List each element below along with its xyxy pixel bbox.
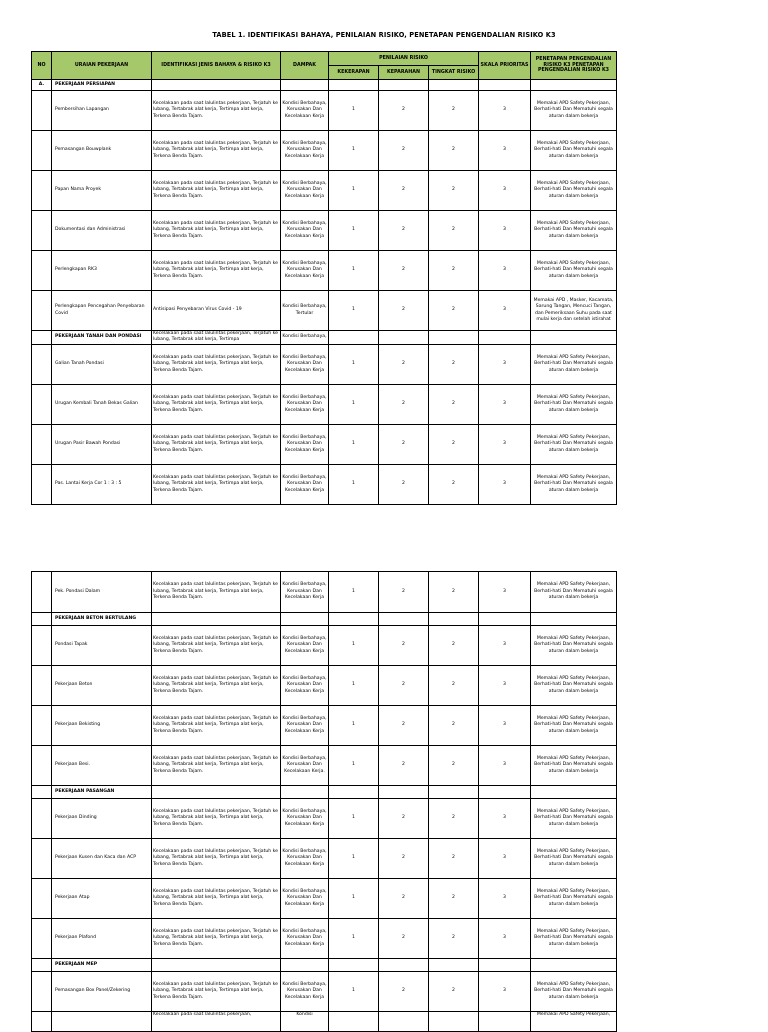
pengendalian-cell: Memakai APD Safety Pekerjaan, Berhati-hati Dan Mematuhi segala aturan dalam bekerja	[531, 464, 617, 504]
keparahan-cell: 2	[379, 839, 429, 879]
table-row	[32, 919, 617, 959]
tingkat-risiko-cell: 2	[429, 746, 479, 786]
keparahan-cell: 2	[379, 572, 429, 613]
skala-prioritas-cell: 3	[479, 91, 531, 131]
kekerapan-cell: 1	[329, 91, 379, 131]
keparahan-cell: 2	[379, 746, 429, 786]
identifikasi-cell: Kecelakaan pada saat lalulintas pekerjaan, Terjatuh ke lubang, Tertabrak alat kerja, Tertimpa alat kerja, Terkena Benda Tajam.	[152, 251, 281, 291]
table-title: TABEL 1. IDENTIFIKASI BAHAYA, PENILAIAN RISIKO, PENETAPAN PENGENDALIAN RISIKO K3	[212, 31, 556, 39]
tingkat-risiko-cell: 2	[429, 171, 479, 211]
keparahan-cell: 2	[379, 91, 429, 131]
skala-prioritas-cell: 3	[479, 746, 531, 786]
skala-prioritas-cell: 3	[479, 344, 531, 384]
row-number-cell	[32, 972, 52, 1012]
header-pengendalian: PENETAPAN PENGENDALIAN RISIKO K3 PENETAPAN PENGENDALIAN RISIKO K3	[531, 52, 617, 80]
risk-table-page-1	[31, 51, 617, 505]
kekerapan-cell: 1	[329, 291, 379, 331]
tingkat-risiko-cell: 2	[429, 972, 479, 1012]
identifikasi-cell: Kecelakaan pada saat lalulintas pekerjaan, Terjatuh ke lubang, Tertabrak alat kerja, Tertimpa alat kerja, Terkena Benda Tajam.	[152, 839, 281, 879]
section-title: PEKERJAAN PERSIAPAN	[52, 80, 152, 91]
skala-prioritas-cell: 3	[479, 666, 531, 706]
row-number-cell	[32, 344, 52, 384]
table-row	[32, 972, 617, 1012]
tingkat-risiko-cell: 2	[429, 291, 479, 331]
pengendalian-cell: Memakai APD Safety Pekerjaan, Berhati-hati Dan Mematuhi segala aturan dalam bekerja	[531, 344, 617, 384]
pengendalian-cell: Memakai APD Safety Pekerjaan, Berhati-hati Dan Mematuhi segala aturan dalam bekerja	[531, 799, 617, 839]
tingkat-risiko-cell: 2	[429, 464, 479, 504]
dampak-cell: Kondisi Berbahaya, Kerusakan Dan Kecelakaan Kerja	[281, 384, 329, 424]
keparahan-cell: 2	[379, 251, 429, 291]
keparahan-cell: 2	[379, 384, 429, 424]
identifikasi-cell: Kecelakaan pada saat lalulintas pekerjaan, Terjatuh ke lubang, Tertabrak alat kerja, Tertimpa	[152, 331, 281, 345]
table-row	[32, 879, 617, 919]
keparahan-cell: 2	[379, 344, 429, 384]
keparahan-cell: 2	[379, 171, 429, 211]
skala-prioritas-cell: 3	[479, 972, 531, 1012]
tingkat-risiko-cell: 2	[429, 919, 479, 959]
tingkat-risiko-cell: 2	[429, 879, 479, 919]
identifikasi-cell: Kecelakaan pada saat lalulintas pekerjaan, Terjatuh ke lubang, Tertabrak alat kerja, Tertimpa alat kerja, Terkena Benda Tajam.	[152, 91, 281, 131]
row-number-cell	[32, 839, 52, 879]
table-row	[32, 211, 617, 251]
section-title: PEKERJAAN BETON BERTULANG	[52, 613, 152, 626]
row-number-cell	[32, 291, 52, 331]
identifikasi-cell: Kecelakaan pada saat lalulintas pekerjaan, Terjatuh ke lubang, Tertabrak alat kerja, Tertimpa alat kerja, Terkena Benda Tajam.	[152, 706, 281, 746]
table-row	[32, 91, 617, 131]
row-number-cell	[32, 626, 52, 666]
table-row	[32, 626, 617, 666]
tingkat-risiko-cell: 2	[429, 626, 479, 666]
tingkat-risiko-cell: 2	[429, 424, 479, 464]
table-row	[32, 706, 617, 746]
identifikasi-cell: Kecelakaan pada saat lalulintas pekerjaan, Terjatuh ke lubang, Tertabrak alat kerja, Tertimpa alat kerja, Terkena Benda Tajam.	[152, 344, 281, 384]
row-number-cell	[32, 746, 52, 786]
pengendalian-cell: Memakai APD Safety Pekerjaan, Berhati-hati Dan Mematuhi segala aturan dalam bekerja	[531, 424, 617, 464]
table-row	[32, 424, 617, 464]
identifikasi-cell: Kecelakaan pada saat lalulintas pekerjaan, Terjatuh ke lubang, Tertabrak alat kerja, Tertimpa alat kerja, Terkena Benda Tajam.	[152, 424, 281, 464]
skala-prioritas-cell: 3	[479, 251, 531, 291]
dampak-cell: Kondisi Berbahaya, Kerusakan Dan Kecelakaan Kerja	[281, 251, 329, 291]
pengendalian-cell: Memakai APD Safety Pekerjaan, Berhati-hati Dan Mematuhi segala aturan dalam bekerja	[531, 706, 617, 746]
table-row	[32, 171, 617, 211]
header-identifikasi: IDENTIFIKASI JENIS BAHAYA & RISIKO K3	[152, 52, 281, 80]
skala-prioritas-cell: 3	[479, 799, 531, 839]
uraian-cell: Pekerjaan Besi.	[52, 746, 152, 786]
identifikasi-cell: Kecelakaan pada saat lalulintas pekerjaan, Terjatuh ke lubang, Tertabrak alat kerja, Tertimpa alat kerja, Terkena Benda Tajam.	[152, 464, 281, 504]
pengendalian-cell: Memakai APD Safety Pekerjaan, Berhati-hati Dan Mematuhi segala aturan dalam bekerja	[531, 919, 617, 959]
table-row	[32, 464, 617, 504]
identifikasi-cell: Kecelakaan pada saat lalulintas pekerjaan, Terjatuh ke lubang, Tertabrak alat kerja, Tertimpa alat kerja, Terkena Benda Tajam.	[152, 171, 281, 211]
identifikasi-cell: Kecelakaan pada saat lalulintas pekerjaan, Terjatuh ke lubang, Tertabrak alat kerja, Tertimpa alat kerja, Terkena Benda Tajam.	[152, 131, 281, 171]
pengendalian-cell: Memakai APD Safety Pekerjaan, Berhati-hati Dan Mematuhi segala aturan dalam bekerja	[531, 972, 617, 1012]
dampak-cell: Kondisi Berbahaya, Kerusakan Dan Kecelakaan Kerja	[281, 91, 329, 131]
keparahan-cell: 2	[379, 706, 429, 746]
identifikasi-cell: Kecelakaan pada saat lalulintas pekerjaan,	[152, 1012, 281, 1032]
kekerapan-cell: 1	[329, 464, 379, 504]
kekerapan-cell: 1	[329, 171, 379, 211]
header-skala: SKALA PRIORITAS	[479, 52, 531, 80]
pengendalian-cell: Memakai APD Safety Pekerjaan, Berhati-hati Dan Mematuhi segala aturan dalam bekerja	[531, 131, 617, 171]
header-tingkat: TINGKAT RISIKO	[429, 66, 479, 80]
dampak-cell: Kondisi Berbahaya, Kerusakan Dan Kecelakaan Kerja	[281, 211, 329, 251]
row-number-cell	[32, 919, 52, 959]
dampak-cell: Kondisi Berbahaya, Kerusakan Dan Kecelakaan Kerja	[281, 344, 329, 384]
skala-prioritas-cell: 3	[479, 706, 531, 746]
identifikasi-cell: Kecelakaan pada saat lalulintas pekerjaan, Terjatuh ke lubang, Tertabrak alat kerja, Tertimpa alat kerja, Terkena Benda Tajam.	[152, 799, 281, 839]
header-kekerapan: KEKERAPAN	[329, 66, 379, 80]
kekerapan-cell: 1	[329, 626, 379, 666]
identifikasi-cell: Kecelakaan pada saat lalulintas pekerjaan, Terjatuh ke lubang, Tertabrak alat kerja, Tertimpa alat kerja, Terkena Benda Tajam.	[152, 919, 281, 959]
pengendalian-cell: Memakai APD Safety Pekerjaan,	[531, 1012, 617, 1032]
table-row	[32, 384, 617, 424]
uraian-cell: Pekerjaan Kusen dan Kaca dan ACP	[52, 839, 152, 879]
skala-prioritas-cell: 3	[479, 879, 531, 919]
dampak-cell: Kondisi Berbahaya, Kerusakan Dan Kecelakaan Kerja	[281, 626, 329, 666]
dampak-cell: Kondisi Berbahaya, Kerusakan Dan Kecelakaan Kerja	[281, 706, 329, 746]
table-row	[32, 572, 617, 613]
uraian-cell: Pemasangan Box Panel/Zekering	[52, 972, 152, 1012]
dampak-cell: Kondisi Berbahaya, Tertular	[281, 291, 329, 331]
header-dampak: DAMPAK	[281, 52, 329, 80]
uraian-cell: Pekerjaan Dinding	[52, 799, 152, 839]
pengendalian-cell: Memakai APD Safety Pekerjaan, Berhati-hati Dan Mematuhi segala aturan dalam bekerja	[531, 572, 617, 613]
row-number-cell	[32, 424, 52, 464]
kekerapan-cell: 1	[329, 879, 379, 919]
skala-prioritas-cell: 3	[479, 384, 531, 424]
tingkat-risiko-cell: 2	[429, 251, 479, 291]
skala-prioritas-cell: 3	[479, 626, 531, 666]
pengendalian-cell: Memakai APD Safety Pekerjaan, Berhati-hati Dan Mematuhi segala aturan dalam bekerja	[531, 91, 617, 131]
table-row	[32, 131, 617, 171]
pengendalian-cell: Memakai APD Safety Pekerjaan, Berhati-hati Dan Mematuhi segala aturan dalam bekerja	[531, 384, 617, 424]
table-row	[32, 746, 617, 786]
pengendalian-cell: Memakai APD Safety Pekerjaan, Berhati-hati Dan Mematuhi segala aturan dalam bekerja	[531, 626, 617, 666]
tingkat-risiko-cell: 2	[429, 384, 479, 424]
kekerapan-cell: 1	[329, 919, 379, 959]
identifikasi-cell: Antisipasi Penyebaran Virus Covid - 19	[152, 291, 281, 331]
kekerapan-cell: 1	[329, 131, 379, 171]
kekerapan-cell: 1	[329, 706, 379, 746]
uraian-cell: Pekerjaan Atap	[52, 879, 152, 919]
pengendalian-cell: Memakai APD Safety Pekerjaan, Berhati-hati Dan Mematuhi segala aturan dalam bekerja	[531, 171, 617, 211]
identifikasi-cell: Kecelakaan pada saat lalulintas pekerjaan, Terjatuh ke lubang, Tertabrak alat kerja, Tertimpa alat kerja, Terkena Benda Tajam.	[152, 666, 281, 706]
tingkat-risiko-cell: 2	[429, 572, 479, 613]
skala-prioritas-cell: 3	[479, 464, 531, 504]
pengendalian-cell: Memakai APD Safety Pekerjaan, Berhati-hati Dan Mematuhi segala aturan dalam bekerja	[531, 879, 617, 919]
dampak-cell: Kondisi Berbahaya, Kerusakan Dan Kecelakaan Kerja	[281, 972, 329, 1012]
table-row	[32, 666, 617, 706]
tingkat-risiko-cell: 2	[429, 344, 479, 384]
uraian-cell: Pas. Lantai Kerja Cor 1 : 3 : 5	[52, 464, 152, 504]
dampak-cell: Kondisi Berbahaya, Kerusakan Dan Kecelakaan Kerja	[281, 919, 329, 959]
dampak-cell: Kondisi Berbahaya, Kerusakan Dan Kecelakaan Kerja	[281, 171, 329, 211]
kekerapan-cell: 1	[329, 972, 379, 1012]
row-number-cell	[32, 799, 52, 839]
kekerapan-cell: 1	[329, 424, 379, 464]
row-number-cell	[32, 91, 52, 131]
skala-prioritas-cell: 3	[479, 291, 531, 331]
section-title: PEKERJAAN TANAH DAN PONDASI	[52, 331, 152, 345]
section-title: PEKERJAAN PASANGAN	[52, 786, 152, 799]
pengendalian-cell: Memakai APD Safety Pekerjaan, Berhati-hati Dan Mematuhi segala aturan dalam bekerja	[531, 839, 617, 879]
row-number-cell	[32, 879, 52, 919]
header-uraian: URAIAN PEKERJAAN	[52, 52, 152, 80]
tingkat-risiko-cell: 2	[429, 211, 479, 251]
skala-prioritas-cell: 3	[479, 171, 531, 211]
keparahan-cell: 2	[379, 291, 429, 331]
uraian-cell: Galian Tanah Pondasi	[52, 344, 152, 384]
uraian-cell: Pekerjaan Bekisting	[52, 706, 152, 746]
pengendalian-cell: Memakai APD Safety Pekerjaan, Berhati-hati Dan Mematuhi segala aturan dalam bekerja	[531, 211, 617, 251]
keparahan-cell: 2	[379, 626, 429, 666]
tingkat-risiko-cell: 2	[429, 706, 479, 746]
dampak-cell: Kondisi Berbahaya, Kerusakan Dan Kecelakaan Kerja	[281, 799, 329, 839]
dampak-cell: Kondisi Berbahaya, Kerusakan Dan Kecelakaan Kerja	[281, 464, 329, 504]
section-number: A.	[32, 80, 52, 91]
row-number-cell	[32, 251, 52, 291]
uraian-cell: Pondasi Tapak	[52, 626, 152, 666]
tingkat-risiko-cell: 2	[429, 91, 479, 131]
kekerapan-cell: 1	[329, 211, 379, 251]
table-row	[32, 839, 617, 879]
dampak-cell: Kondisi	[281, 1012, 329, 1032]
keparahan-cell: 2	[379, 211, 429, 251]
uraian-cell: Pek. Pondasi Dalam	[52, 572, 152, 613]
pengendalian-cell: Memakai APD Safety Pekerjaan, Berhati-hati Dan Mematuhi segala aturan dalam bekerja	[531, 746, 617, 786]
identifikasi-cell: Kecelakaan pada saat lalulintas pekerjaan, Terjatuh ke lubang, Tertabrak alat kerja, Tertimpa alat kerja, Terkena Benda Tajam.	[152, 879, 281, 919]
table-row	[32, 344, 617, 384]
keparahan-cell: 2	[379, 464, 429, 504]
tingkat-risiko-cell: 2	[429, 131, 479, 171]
dampak-cell: Kondisi Berbahaya, Kerusakan Dan Kecelakaan Kerja	[281, 879, 329, 919]
uraian-cell: Urugan Pasir Bawah Pondasi	[52, 424, 152, 464]
kekerapan-cell: 1	[329, 384, 379, 424]
row-number-cell	[32, 131, 52, 171]
skala-prioritas-cell: 3	[479, 572, 531, 613]
identifikasi-cell: Kecelakaan pada saat lalulintas pekerjaan, Terjatuh ke lubang, Tertabrak alat kerja, Tertimpa alat kerja, Terkena Benda Tajam.	[152, 626, 281, 666]
keparahan-cell: 2	[379, 424, 429, 464]
row-number-cell	[32, 464, 52, 504]
identifikasi-cell: Kecelakaan pada saat lalulintas pekerjaan, Terjatuh ke lubang, Tertabrak alat kerja, Tertimpa alat kerja, Terkena Benda Tajam.	[152, 746, 281, 786]
kekerapan-cell: 1	[329, 251, 379, 291]
keparahan-cell: 2	[379, 131, 429, 171]
uraian-cell: Papan Nama Proyek	[52, 171, 152, 211]
dampak-cell: Kondisi Berbahaya, Kerusakan Dan Kecelakaan Kerja	[281, 839, 329, 879]
identifikasi-cell: Kecelakaan pada saat lalulintas pekerjaan, Terjatuh ke lubang, Tertabrak alat kerja, Tertimpa alat kerja, Terkena Benda Tajam.	[152, 211, 281, 251]
keparahan-cell: 2	[379, 972, 429, 1012]
section-title: PEKERJAAN MEP	[52, 959, 152, 972]
identifikasi-cell: Kecelakaan pada saat lalulintas pekerjaan, Terjatuh ke lubang, Tertabrak alat kerja, Tertimpa alat kerja, Terkena Benda Tajam.	[152, 972, 281, 1012]
dampak-cell: Kondisi Berbahaya, Kerusakan Dan Kecelakaan Kerja	[281, 572, 329, 613]
dampak-cell: Kondisi Berbahaya, Kerusakan Dan Kecelakaan Kerja	[281, 424, 329, 464]
kekerapan-cell: 1	[329, 666, 379, 706]
skala-prioritas-cell: 3	[479, 131, 531, 171]
pengendalian-cell: Memakai APD Safety Pekerjaan, Berhati-hati Dan Mematuhi segala aturan dalam bekerja	[531, 251, 617, 291]
kekerapan-cell: 1	[329, 344, 379, 384]
dampak-cell: Kondisi Berbahaya, Kerusakan Dan Kecelakaan Kerja.	[281, 746, 329, 786]
skala-prioritas-cell: 3	[479, 919, 531, 959]
identifikasi-cell: Kecelakaan pada saat lalulintas pekerjaan, Terjatuh ke lubang, Tertabrak alat kerja, Tertimpa alat kerja, Terkena Benda Tajam.	[152, 572, 281, 613]
uraian-cell: Dokumentasi dan Administrasi	[52, 211, 152, 251]
kekerapan-cell: 1	[329, 746, 379, 786]
uraian-cell: Pemasangan Bouwplank	[52, 131, 152, 171]
row-number-cell	[32, 384, 52, 424]
dampak-cell: Kondisi Berbahaya, Kerusakan Dan Kecelakaan Kerja	[281, 666, 329, 706]
header-no: NO	[32, 52, 52, 80]
keparahan-cell: 2	[379, 919, 429, 959]
row-number-cell	[32, 171, 52, 211]
uraian-cell: Pekerjaan Plafond	[52, 919, 152, 959]
table-row	[32, 799, 617, 839]
table-row	[32, 251, 617, 291]
identifikasi-cell: Kecelakaan pada saat lalulintas pekerjaan, Terjatuh ke lubang, Tertabrak alat kerja, Tertimpa alat kerja, Terkena Benda Tajam.	[152, 384, 281, 424]
pengendalian-cell: Memakai APD Safety Pekerjaan, Berhati-hati Dan Mematuhi segala aturan dalam bekerja	[531, 666, 617, 706]
dampak-cell: Kondisi Berbahaya, Kerusakan Dan Kecelakaan Kerja	[281, 131, 329, 171]
uraian-cell: Pekerjaan Beton	[52, 666, 152, 706]
row-number-cell	[32, 706, 52, 746]
dampak-cell: Kondisi Berbahaya,	[281, 331, 329, 345]
row-number-cell	[32, 211, 52, 251]
skala-prioritas-cell: 3	[479, 839, 531, 879]
pengendalian-cell: Memakai APD , Masker, Kacamata, Sarung Tangan, Mencuci Tangan, dan Pemeriksaan Suhu pada saat mulai kerja dan setelah istirahat	[531, 291, 617, 331]
keparahan-cell: 2	[379, 879, 429, 919]
uraian-cell: Perlengkapan Pencegahan Penyebaran Covid	[52, 291, 152, 331]
row-number-cell	[32, 666, 52, 706]
risk-table-page-2	[31, 571, 617, 1032]
header-keparahan: KEPARAHAN	[379, 66, 429, 80]
skala-prioritas-cell: 3	[479, 211, 531, 251]
tingkat-risiko-cell: 2	[429, 666, 479, 706]
uraian-cell: Urugan Kembali Tanah Bekas Galian	[52, 384, 152, 424]
header-penilaian: PENILAIAN RISIKO	[329, 52, 479, 66]
kekerapan-cell: 1	[329, 572, 379, 613]
kekerapan-cell: 1	[329, 839, 379, 879]
uraian-cell: Pembersihan Lapangan	[52, 91, 152, 131]
row-number-cell	[32, 572, 52, 613]
keparahan-cell: 2	[379, 666, 429, 706]
kekerapan-cell: 1	[329, 799, 379, 839]
keparahan-cell: 2	[379, 799, 429, 839]
tingkat-risiko-cell: 2	[429, 839, 479, 879]
skala-prioritas-cell: 3	[479, 424, 531, 464]
uraian-cell: Perlengkapan RK3	[52, 251, 152, 291]
table-row	[32, 291, 617, 331]
tingkat-risiko-cell: 2	[429, 799, 479, 839]
